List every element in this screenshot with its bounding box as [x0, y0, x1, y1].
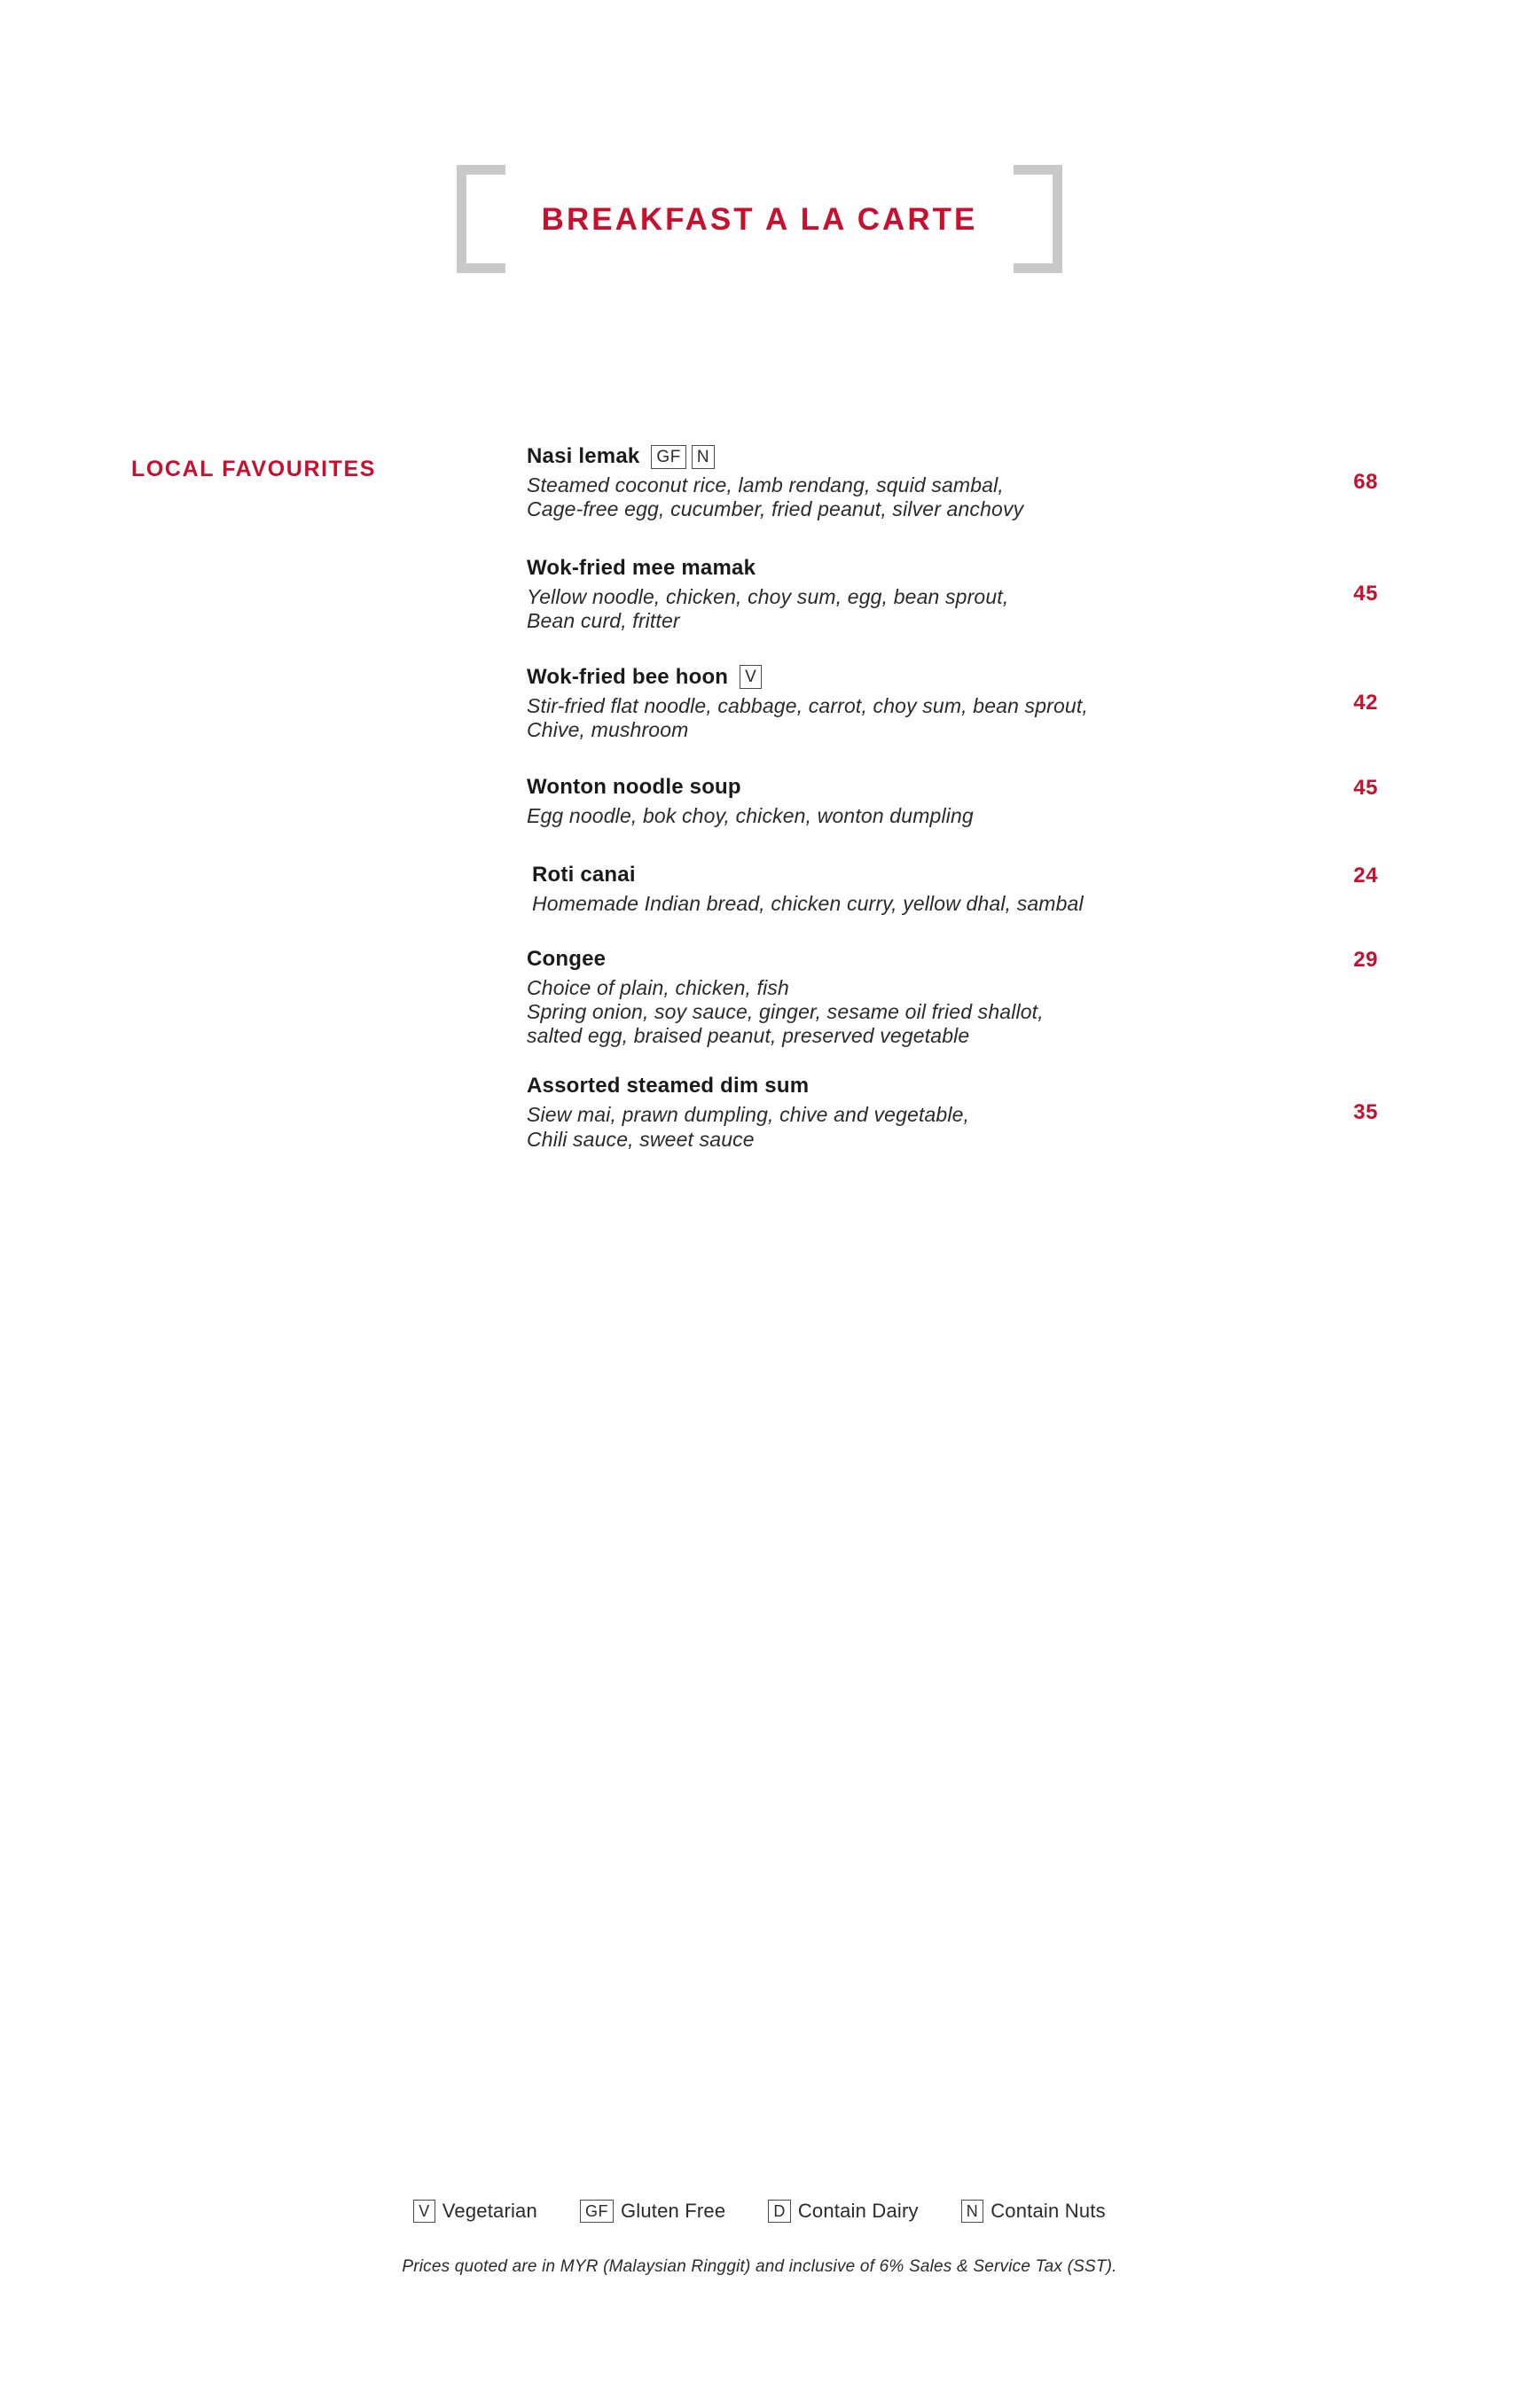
menu-item-description-line: Homemade Indian bread, chicken curry, yellow dhal, sambal [532, 891, 1084, 915]
legend-badge-gf-icon: GF [580, 2200, 614, 2223]
menu-item-name: Roti canai [532, 862, 636, 887]
legend-entry [768, 2200, 918, 2223]
dietary-badge-gf-icon: GF [651, 445, 685, 469]
price-disclaimer: Prices quoted are in MYR (Malaysian Ringgit) and inclusive of 6% Sales & Service Tax (SST). [402, 2257, 1117, 2276]
legend-badge-v-icon: V [413, 2200, 435, 2223]
menu-item-title-row [527, 1073, 1280, 1099]
menu-item-description-line: Egg noodle, bok choy, chicken, wonton dumpling [527, 803, 974, 827]
menu-item-description-line: Chive, mushroom [527, 717, 689, 741]
legend-entry [961, 2200, 1106, 2223]
section-heading-local-favourites: LOCAL FAVOURITES [131, 457, 377, 481]
menu-item-body [532, 862, 1280, 916]
menu-item-body [527, 1073, 1280, 1151]
menu-item [527, 664, 1378, 742]
menu-item-price: 29 [1353, 948, 1378, 972]
legend-label: Contain Dairy [797, 2200, 919, 2222]
menu-item-price: 24 [1353, 863, 1378, 887]
menu-item-description-line: Stir-fried flat noodle, cabbage, carrot, choy sum, bean sprout, [527, 693, 1088, 717]
menu-item-title-row [527, 664, 1280, 691]
legend-entry [413, 2200, 537, 2223]
menu-item-name: Wonton noodle soup [527, 774, 741, 799]
menu-item [527, 555, 1378, 633]
menu-item [527, 862, 1378, 916]
menu-item-description-line: Steamed coconut rice, lamb rendang, squid sambal, [527, 473, 1004, 496]
menu-item-description-line: Siew mai, prawn dumpling, chive and vegetable, [527, 1103, 970, 1127]
dietary-badge-group [740, 665, 762, 689]
menu-item [527, 774, 1378, 828]
title-bracket-frame [457, 165, 1063, 273]
menu-item-title-row [532, 862, 1280, 888]
menu-item-name: Wok-fried mee mamak [527, 556, 756, 581]
legend-label: Contain Nuts [990, 2200, 1106, 2222]
menu-header [0, 165, 1519, 273]
menu-item [527, 1073, 1378, 1151]
menu-item-price: 42 [1353, 690, 1378, 715]
menu-item-title-row [527, 443, 1280, 470]
menu-item-body [527, 555, 1280, 633]
menu-item-price: 45 [1353, 582, 1378, 606]
menu-item-body [527, 443, 1280, 521]
legend-label: Vegetarian [442, 2200, 537, 2222]
legend-badge-n-icon: N [961, 2200, 984, 2223]
menu-item-body [527, 664, 1280, 742]
legend-badge-d-icon: D [768, 2200, 791, 2223]
menu-item-description-line: salted egg, braised peanut, preserved vegetable [527, 1024, 970, 1048]
menu-item-body [527, 946, 1280, 1048]
menu-item-list [527, 443, 1378, 1152]
dietary-badge-group [651, 445, 715, 469]
menu-item-title-row [527, 946, 1280, 973]
menu-item-name: Wok-fried bee hoon [527, 664, 729, 689]
menu-item-description-line: Chili sauce, sweet sauce [527, 1127, 755, 1151]
menu-item-price: 45 [1353, 775, 1378, 800]
menu-item-body [527, 774, 1280, 828]
dietary-legend [0, 2200, 1519, 2223]
menu-item-name: Assorted steamed dim sum [527, 1074, 810, 1098]
menu-item-name: Nasi lemak [527, 444, 640, 468]
menu-item-description-line: Yellow noodle, chicken, choy sum, egg, bean sprout, [527, 585, 1009, 609]
menu-item-title-row [527, 555, 1280, 582]
menu-item-name: Congee [527, 947, 607, 971]
menu-item-price: 35 [1353, 1099, 1378, 1124]
menu-item-description-line: Choice of plain, chicken, fish [527, 976, 789, 999]
menu-item-price: 68 [1353, 470, 1378, 495]
menu-item-description-line: Spring onion, soy sauce, ginger, sesame oil fried shallot, [527, 1000, 1044, 1024]
menu-item [527, 443, 1378, 521]
dietary-badge-v-icon: V [740, 665, 762, 689]
dietary-badge-n-icon: N [692, 445, 715, 469]
menu-item [527, 946, 1378, 1048]
legend-label: Gluten Free [620, 2200, 726, 2222]
bracket-left-icon [457, 165, 512, 273]
menu-item-description-line: Bean curd, fritter [527, 609, 680, 633]
legend-entry [580, 2200, 725, 2223]
menu-item-description-line: Cage-free egg, cucumber, fried peanut, silver anchovy [527, 497, 1024, 521]
page-title: BREAKFAST A LA CARTE [541, 201, 978, 237]
menu-item-title-row [527, 774, 1280, 801]
bracket-right-icon [1007, 165, 1062, 273]
